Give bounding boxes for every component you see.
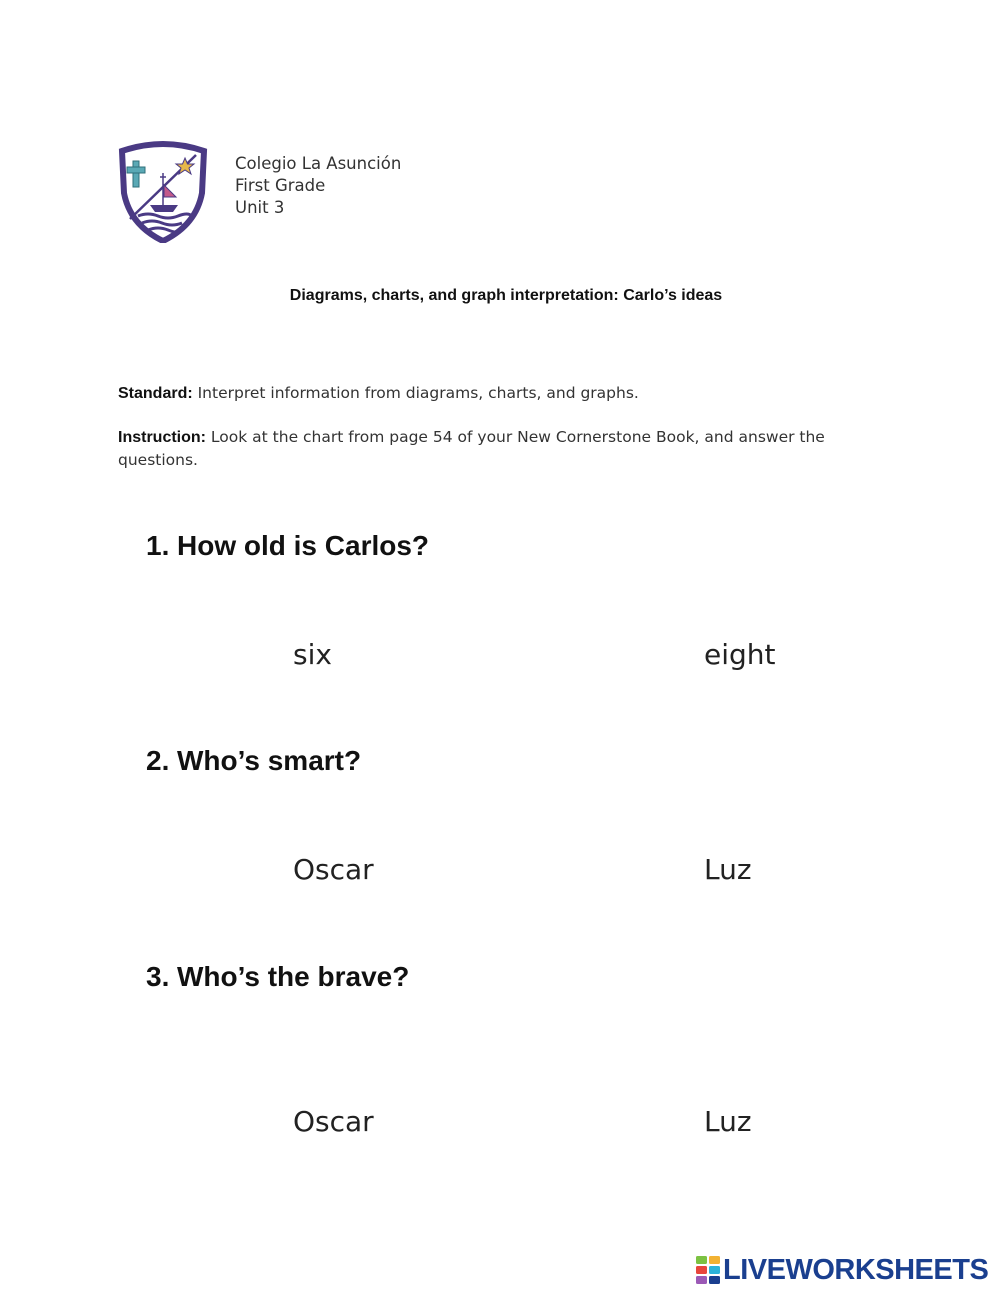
answer-option[interactable]: Oscar — [293, 1105, 374, 1138]
question-number: 1. — [146, 530, 170, 561]
instruction-text: Look at the chart from page 54 of your New Cornerstone Book, and answer the questions. — [118, 428, 825, 469]
standard-text: Interpret information from diagrams, charts, and graphs. — [192, 384, 639, 402]
school-info — [235, 153, 401, 219]
answer-option[interactable]: Oscar — [293, 853, 374, 886]
standard-paragraph — [118, 382, 898, 405]
question-text: How old is Carlos? — [177, 530, 430, 561]
instruction-paragraph — [118, 426, 898, 472]
answer-option[interactable]: six — [293, 638, 332, 671]
worksheet-title: Diagrams, charts, and graph interpretation: Carlo’s ideas — [289, 287, 723, 304]
answer-option[interactable]: Luz — [704, 853, 752, 886]
liveworksheets-logo[interactable] — [696, 1252, 988, 1288]
brand-name: LIVEWORKSHEETS — [723, 1253, 989, 1286]
school-crest-logo — [116, 139, 210, 243]
question-text: Who’s the brave? — [177, 961, 410, 992]
unit-label: Unit 3 — [235, 198, 285, 217]
standard-label: Standard: — [118, 385, 193, 402]
question-number: 3. — [146, 961, 170, 992]
instruction-label: Instruction: — [118, 429, 206, 446]
liveworksheets-mark-icon — [696, 1256, 720, 1284]
question-number: 2. — [146, 745, 170, 776]
grade-label: First Grade — [235, 176, 326, 195]
school-name: Colegio La Asunción — [235, 154, 402, 173]
answer-option[interactable]: eight — [704, 638, 776, 671]
question-text: Who’s smart? — [177, 745, 362, 776]
answer-option[interactable]: Luz — [704, 1105, 752, 1138]
